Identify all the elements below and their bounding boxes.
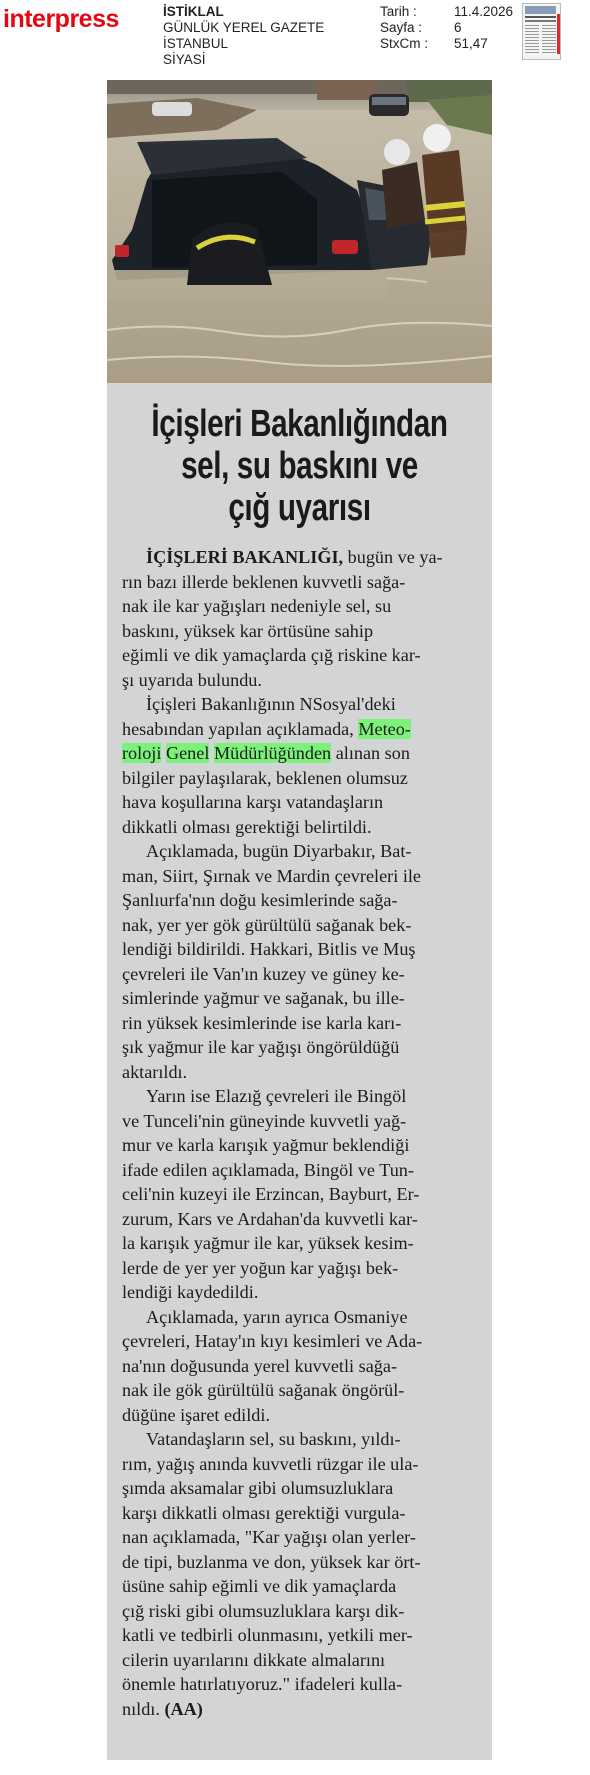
- article-headline: [149, 403, 449, 529]
- body-line: lendiği bildirildi. Hakkari, Bitlis ve Muş: [122, 939, 416, 959]
- highlight: Müdürlüğünden: [213, 743, 332, 763]
- body-line: la karışık yağmur ile kar, yüksek kesim-: [122, 1233, 414, 1253]
- body-line: mur ve karla karışık yağmur beklendiği: [122, 1135, 410, 1155]
- body-line: Şanlıurfa'nın doğu kesimlerinde sağa-: [122, 890, 398, 910]
- body-line: nan açıklamada, "Kar yağışı olan yerler-: [122, 1527, 416, 1547]
- highlight: Genel: [165, 743, 210, 763]
- body-line: nak ile kar yağışları nedeniyle sel, su: [122, 596, 392, 616]
- article-body: [122, 545, 482, 1721]
- body-line: rım, yağış anında kuvvetli rüzgar ile ula-: [122, 1453, 419, 1474]
- body-line: aktarıldı.: [122, 1061, 188, 1082]
- body-line: simlerinde yağmur ve sağanak, bu ille-: [122, 988, 405, 1008]
- page-row: [380, 20, 513, 36]
- clipping-details: [380, 4, 513, 52]
- publication-city: İSTANBUL: [163, 36, 229, 51]
- flood-photo: [107, 80, 492, 383]
- article-clipping: [107, 80, 492, 1760]
- body-line: şımda aksamalar gibi olumsuzluklara: [122, 1478, 394, 1498]
- body-line: şı uyarıda bulundu.: [122, 669, 262, 690]
- body-line: celi'nin kuzeyi ile Erzincan, Bayburt, Er-: [122, 1184, 420, 1204]
- date-value: 11.4.2026: [454, 4, 514, 19]
- body-line: lerde de yer yer yoğun kar yağışı bek-: [122, 1257, 399, 1278]
- body-line: karşı dikkatli olması gerektiği vurgula-: [122, 1502, 406, 1523]
- headline-line: sel, su baskını ve: [181, 445, 418, 487]
- source-credit: (AA): [164, 1698, 203, 1719]
- body-line: İçişleri Bakanlığının NSosyal'deki: [146, 694, 396, 714]
- body-line: man, Siirt, Şırnak ve Mardin çevreleri ile: [122, 865, 421, 886]
- body-line: hava koşullarına karşı vatandaşların: [122, 792, 384, 812]
- body-line: baskını, yüksek kar örtüsüne sahip: [122, 620, 374, 641]
- body-line: ve Tunceli'nin güneyinde kuvvetli yağ-: [122, 1110, 407, 1131]
- stxcm-value: 51,47: [454, 36, 488, 51]
- body-line: İÇİŞLERİ BAKANLIĞI, bugün ve ya-: [146, 547, 443, 567]
- body-line: önemle hatırlatıyoruz." ifadeleri kulla-: [122, 1674, 403, 1694]
- body-line: nak, yer yer gök gürültülü sağanak bek-: [122, 914, 412, 935]
- stxcm-label: StxCm :: [380, 36, 429, 51]
- body-line: çevreleri ile Van'ın kuzey ve güney ke-: [122, 963, 405, 984]
- publication-section: SİYASİ: [163, 52, 206, 67]
- body-line: çığ riski gibi olumsuzluklara karşı dik-: [122, 1600, 405, 1621]
- body-line: de tipi, buzlanma ve don, yüksek kar ört-: [122, 1551, 421, 1572]
- date-label: Tarih :: [380, 4, 417, 19]
- page-value: 6: [454, 20, 462, 35]
- date-row: [380, 4, 513, 20]
- body-line: lendiği kaydedildi.: [122, 1282, 259, 1302]
- body-line: rın bazı illerde beklenen kuvvetli sağa-: [122, 571, 406, 592]
- body-line: düğüne işaret edildi.: [122, 1404, 270, 1425]
- body-line: Açıklamada, yarın ayrıca Osmaniye: [146, 1306, 408, 1327]
- body-line: Açıklamada, bugün Diyarbakır, Bat-: [146, 841, 412, 861]
- highlight: Meteo-: [358, 718, 411, 739]
- body-line: katli ve tedbirli olunmasını, yetkili mer-: [122, 1625, 413, 1645]
- body-line: nak ile gök gürültülü sağanak öngörül-: [122, 1380, 405, 1400]
- body-line: hesabından yapılan açıklamada, Meteo-: [122, 718, 411, 739]
- highlight: roloji: [122, 743, 162, 763]
- body-line: Vatandaşların sel, su baskını, yıldı-: [146, 1429, 401, 1449]
- body-line: eğimli ve dik yamaçlarda çığ riskine kar-: [122, 645, 421, 665]
- publication-name: İSTİKLAL: [163, 4, 224, 19]
- body-line: rin yüksek kesimlerinde ise karla karı-: [122, 1012, 402, 1033]
- body-line: zurum, Kars ve Ardahan'da kuvvetli kar-: [122, 1208, 418, 1229]
- page-thumbnail[interactable]: [522, 3, 561, 60]
- body-line: çevreleri, Hatay'ın kıyı kesimleri ve Ada-: [122, 1331, 423, 1351]
- stxcm-row: [380, 36, 513, 52]
- body-line: bilgiler paylaşılarak, beklenen olumsuz: [122, 767, 408, 788]
- body-line: şık yağmur ile kar yağışı öngörüldüğü: [122, 1037, 400, 1057]
- body-line: ifade edilen açıklamada, Bingöl ve Tun-: [122, 1159, 414, 1180]
- body-line: na'nın doğusunda yerel kuvvetli sağa-: [122, 1355, 398, 1376]
- body-line: Yarın ise Elazığ çevreleri ile Bingöl: [146, 1086, 407, 1106]
- body-line: cilerin uyarılarını dikkate almalarını: [122, 1649, 386, 1670]
- body-line: dikkatli olması gerektiği belirtildi.: [122, 816, 372, 837]
- headline-line: çığ uyarısı: [228, 487, 371, 529]
- headline-line: İçişleri Bakanlığından: [151, 403, 448, 445]
- body-line: üsüne sahip eğimli ve dik yamaçlarda: [122, 1576, 397, 1596]
- interpress-logo: interpress: [3, 5, 119, 33]
- page-label: Sayfa :: [380, 20, 423, 35]
- body-line: roloji Genel Müdürlüğünden alınan son: [122, 743, 410, 763]
- clipping-meta: [163, 4, 324, 68]
- body-line: nıldı. (AA): [122, 1698, 203, 1719]
- lead-bold: İÇİŞLERİ BAKANLIĞI,: [146, 547, 344, 567]
- publication-type: GÜNLÜK YEREL GAZETE: [163, 20, 325, 35]
